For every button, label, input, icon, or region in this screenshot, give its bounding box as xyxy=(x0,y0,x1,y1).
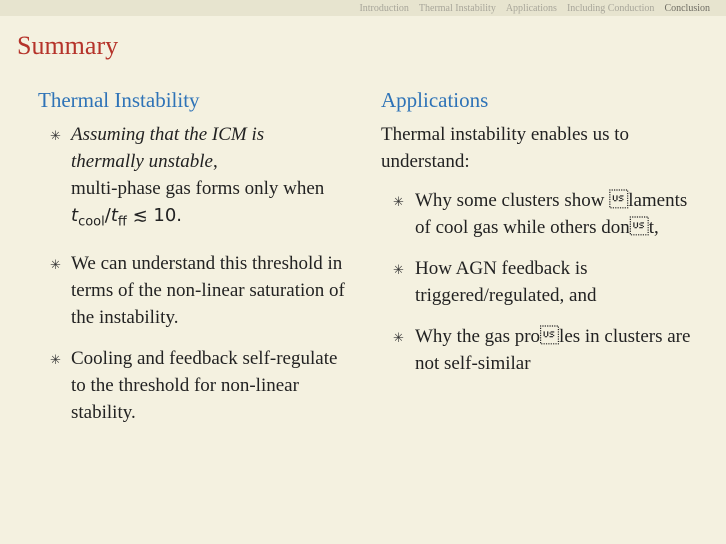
bullet-text: How AGN feedback is triggered/regulated, and xyxy=(415,258,597,306)
thermal-instability-column xyxy=(38,88,348,440)
bullet-text: We can understand this threshold in terms of the non-linear saturation of the instability. xyxy=(71,252,345,328)
list-item xyxy=(38,345,348,426)
thermal-instability-heading: Thermal Instability xyxy=(38,88,200,112)
asterisk-bullet-icon: ✳ xyxy=(393,330,404,345)
formula-sub-cool: cool xyxy=(78,214,105,230)
comma: , xyxy=(212,151,218,172)
nav-link-conclusion[interactable]: Conclusion xyxy=(664,2,710,14)
applications-heading: Applications xyxy=(381,88,489,112)
formula-t-cool: t xyxy=(71,205,79,226)
asterisk-bullet-icon: ✳ xyxy=(393,262,404,277)
asterisk-bullet-icon: ✳ xyxy=(393,194,404,209)
list-item xyxy=(381,187,701,241)
formula-sub-ff: ff xyxy=(117,214,127,230)
nav-link-thermal-instability[interactable]: Thermal Instability xyxy=(418,2,496,14)
nav-link-including-conduction[interactable]: Including Conduction xyxy=(566,2,655,14)
asterisk-bullet-icon: ✳ xyxy=(50,128,61,143)
list-item xyxy=(381,255,701,309)
bullet-text: Why the gas pro les in clusters are not self-similar xyxy=(415,326,691,374)
asterisk-bullet-icon: ✳ xyxy=(50,351,61,367)
assumption-italic-text: thermally unstable xyxy=(71,151,213,172)
slide-title: Summary xyxy=(17,31,119,60)
section-navigation xyxy=(0,0,726,16)
list-item xyxy=(38,250,348,331)
bullet-text: multi-phase gas forms only when xyxy=(71,178,325,199)
bullet-text: Why some clusters show laments of cool gas while others don t, xyxy=(415,190,688,238)
list-item xyxy=(381,323,701,377)
thermal-instability-list xyxy=(38,121,348,426)
applications-intro: Thermal instability enables us to understand: xyxy=(381,124,630,172)
formula-slash: / xyxy=(104,205,111,226)
applications-column xyxy=(381,88,701,391)
formula-t-ff: t xyxy=(110,205,118,226)
formula-threshold: ≲ 10. xyxy=(126,205,182,226)
cooling-ratio-formula xyxy=(71,205,182,230)
nav-link-applications[interactable]: Applications xyxy=(505,2,557,14)
bullet-text: Cooling and feedback self-regulate to the threshold for non-linear stability. xyxy=(71,347,338,423)
list-item xyxy=(38,121,348,236)
assumption-italic-text: Assuming that the ICM is xyxy=(71,124,265,145)
applications-list xyxy=(381,187,701,377)
nav-link-introduction[interactable]: Introduction xyxy=(359,2,409,14)
asterisk-bullet-icon: ✳ xyxy=(50,256,61,272)
